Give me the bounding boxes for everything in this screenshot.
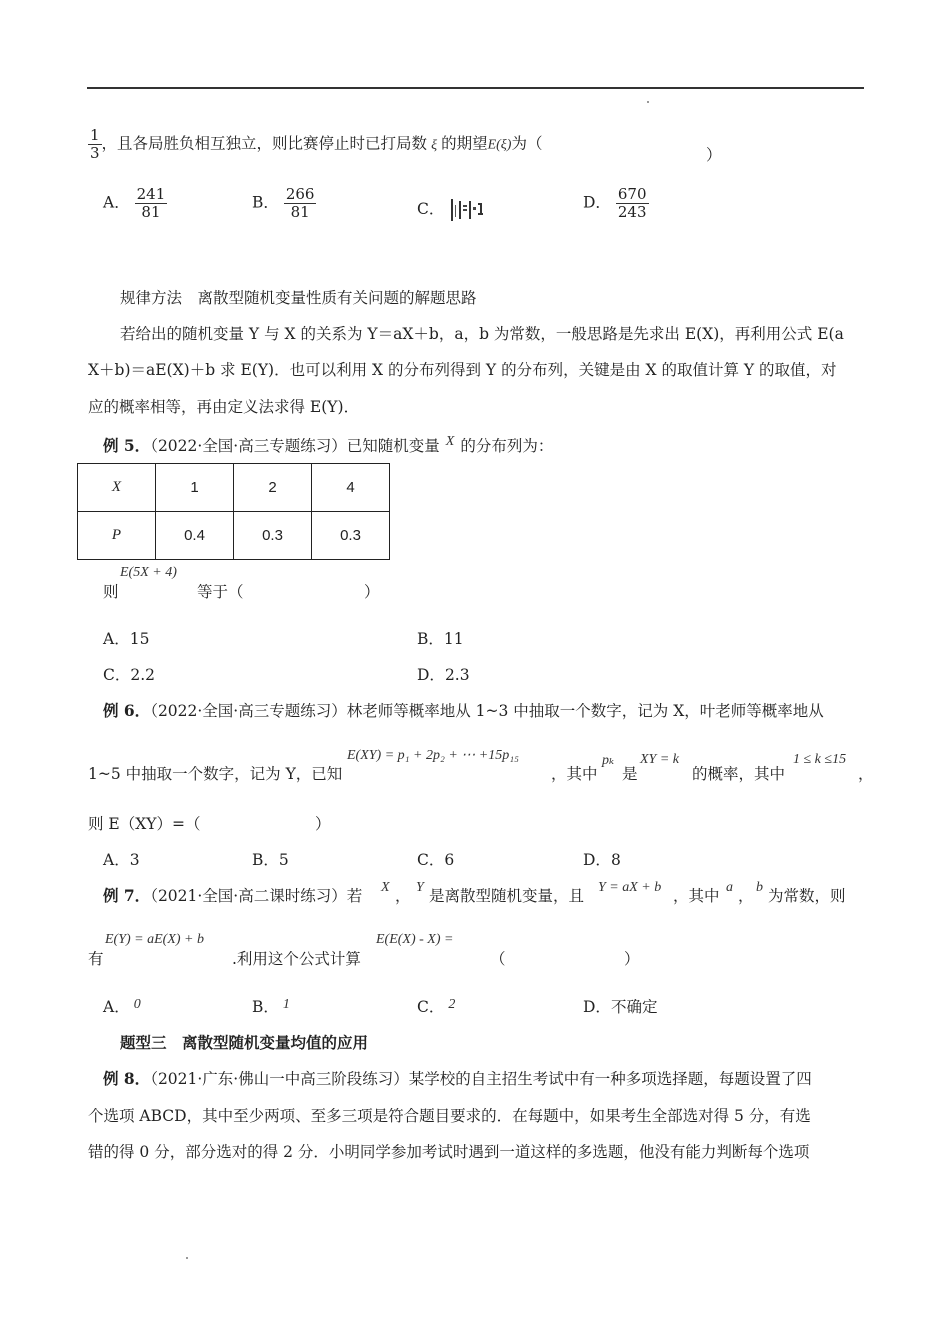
ex7-line-1: [103, 884, 362, 906]
ex5-text: （2022·全国·高三专题练习）已知随机变量: [150, 437, 440, 455]
option-label: B．: [252, 998, 279, 1016]
ex7-option-c: [417, 995, 455, 1017]
table-cell: 4: [312, 464, 390, 512]
method-line-2: X＋b)＝aE(X)＋b 求 E(Y)．也可以利用 X 的分布列得到 Y 的分布列，关键是由 X 的取值计算 Y 的取值，对: [88, 361, 837, 379]
ex5-text2: 的分布列为：: [460, 437, 554, 455]
option-label: C．: [103, 666, 131, 684]
example-label: 例 7．: [103, 886, 151, 905]
ex6-text2b: ，其中: [551, 765, 598, 783]
table-row: [78, 464, 390, 512]
var-x: X: [445, 434, 455, 449]
method-line-3: 应的概率相等，再由定义法求得 E(Y)．: [88, 398, 360, 416]
prev-question-line: [88, 127, 542, 162]
ex6-text2e: ，: [858, 765, 874, 783]
ex7-text1b: 是离散型随机变量，且: [429, 887, 585, 905]
header-rule: [87, 87, 864, 89]
option-fraction: [616, 186, 649, 221]
option-value: 2: [448, 997, 456, 1012]
table-cell: 2: [234, 464, 312, 512]
ex6-text2c: 是: [622, 765, 638, 783]
table-cell: 0.4: [156, 512, 234, 560]
option-fraction: [284, 186, 317, 221]
table-cell: P: [78, 512, 156, 560]
frac-den: 243: [617, 203, 647, 221]
xi-symbol: ξ: [431, 137, 438, 153]
ex6-text1: （2022·全国·高三专题练习）林老师等概率地从 1~3 中抽取一个数字，记为 X，叶老师等概率地从: [150, 702, 824, 720]
option-value: 2.3: [444, 666, 470, 684]
option-fraction: [135, 186, 168, 221]
option-value: 不确定: [610, 998, 658, 1016]
prev-text-b: 的期望: [441, 134, 488, 153]
ex7-text1d: 为常数，则: [768, 887, 846, 905]
fraction-one-third: [88, 127, 102, 162]
ex6-option-c: [417, 848, 454, 870]
ex7-a: a: [726, 880, 733, 895]
option-value: 5: [278, 851, 289, 869]
prev-text-c: 为（: [511, 134, 543, 153]
ex8-line-1: [103, 1067, 812, 1089]
ex7-open: （: [490, 950, 506, 968]
option-label: C．: [417, 998, 445, 1016]
ex7-formula: E(Y) = aE(X) + b: [105, 932, 204, 947]
option-value: 15: [129, 630, 150, 648]
ex6-formula: E(XY) = p₁ + 2p₂ + ⋯ +15p₁₅: [347, 748, 519, 763]
option-value: 1: [282, 997, 290, 1012]
option-value: 0: [133, 997, 141, 1012]
ex8-line-2: 个选项 ABCD，其中至少两项、至多三项是符合题目要求的．在每题中，如果考生全部选对得 5 分，有选: [88, 1107, 811, 1125]
ex5-close: ）: [364, 583, 380, 601]
prev-text-a: ，且各局胜负相互独立，则比赛停止时已打局数: [101, 134, 428, 153]
option-label: D．: [417, 666, 445, 684]
table-row: [78, 512, 390, 560]
section-title: 题型三 离散型随机变量均值的应用: [120, 1033, 369, 1052]
option-label: D．: [583, 998, 611, 1016]
ex6-line-1: [103, 699, 824, 721]
option-label: B．: [252, 193, 279, 212]
ex5-expr: E(5X + 4): [120, 565, 177, 580]
header-dot: [647, 101, 649, 103]
ex6-option-a: [103, 848, 140, 870]
option-value: 6: [444, 851, 455, 869]
ex5-option-d: [417, 663, 470, 685]
ex7-formula2: E(E(X) - X) =: [376, 932, 454, 947]
frac-den: 81: [135, 203, 168, 221]
example-label: 例 5．: [103, 436, 151, 455]
ex6-text2d: 的概率，其中: [692, 765, 786, 783]
ex6-close: ）: [315, 815, 331, 833]
method-title: 规律方法 离散型随机变量性质有关问题的解题思路: [120, 289, 477, 307]
ex6-xyk: XY = k: [640, 752, 679, 767]
frac-num: 670: [617, 185, 647, 203]
table-cell: 0.3: [234, 512, 312, 560]
ex6-option-d: [583, 848, 621, 870]
ex6-text2a: 1~5 中抽取一个数字，记为 Y，已知: [88, 765, 343, 783]
option-value: 8: [610, 851, 621, 869]
frac-den: 81: [284, 203, 317, 221]
ex7-text2a: 有: [88, 950, 104, 968]
option-label: C．: [417, 851, 445, 869]
option-value: 11: [443, 630, 464, 648]
ex7-text1c: ，其中: [673, 887, 720, 905]
ex5-ask-pre: 则: [103, 583, 119, 601]
ex7-option-d: [583, 995, 657, 1017]
table-cell: 0.3: [312, 512, 390, 560]
prev-option-a: [103, 186, 167, 221]
ex7-close: ）: [624, 950, 640, 968]
example-label: 例 8．: [103, 1069, 151, 1088]
ex7-yax: Y = aX + b: [598, 880, 662, 895]
ex6-pk: pₖ: [602, 753, 615, 768]
ex5-option-b: [417, 627, 464, 649]
option-label: D．: [583, 851, 611, 869]
broken-formula-image: [449, 197, 489, 223]
prev-close-paren: ）: [706, 146, 722, 164]
ex7-y: Y: [416, 880, 424, 895]
option-value: 2.2: [130, 666, 156, 684]
ex6-range: 1 ≤ k ≤15: [793, 752, 847, 767]
prev-option-c: [417, 197, 489, 223]
expect-xi: E(ξ): [487, 137, 512, 153]
option-label: A．: [103, 630, 130, 648]
ex7-option-a: [103, 995, 141, 1017]
option-label: B．: [252, 851, 279, 869]
ex7-comma2: ，: [738, 887, 754, 905]
option-label: D．: [583, 193, 611, 212]
ex5-option-c: [103, 663, 155, 685]
ex8-text1: （2021·广东·佛山一中高三阶段练习）某学校的自主招生考试中有一种多项选择题，每题设置了四: [150, 1070, 812, 1088]
option-label: A．: [103, 998, 130, 1016]
ex6-line-2-rest: [551, 762, 598, 784]
ex7-text2b: .利用这个公式计算: [232, 950, 361, 968]
frac-num: 241: [136, 185, 166, 203]
frac-num: 1: [90, 126, 100, 144]
table-cell: X: [78, 464, 156, 512]
ex7-text1a: （2021·全国·高二课时练习）若: [150, 887, 363, 905]
distribution-table: [77, 463, 390, 560]
ex5-ask-post: 等于（: [197, 583, 244, 601]
table-cell: 1: [156, 464, 234, 512]
ex6-option-b: [252, 848, 289, 870]
option-label: A．: [103, 851, 130, 869]
prev-option-b: [252, 186, 316, 221]
option-label: C．: [417, 200, 445, 218]
frac-num: 266: [285, 185, 315, 203]
ex7-x: X: [381, 880, 390, 895]
method-line-1: 若给出的随机变量 Y 与 X 的关系为 Y＝aX＋b，a，b 为常数，一般思路是先求出 E(X)，再利用公式 E(a: [120, 325, 844, 343]
ex5-option-a: [103, 627, 149, 649]
ex7-comma: ，: [395, 887, 411, 905]
option-label: A．: [103, 193, 130, 212]
ex5-question: [103, 434, 553, 456]
footer-dot: [186, 1257, 188, 1259]
ex8-line-3: 错的得 0 分，部分选对的得 2 分．小明同学参加考试时遇到一道这样的多选题，他没有能力判断每个选项: [88, 1143, 810, 1161]
option-value: 3: [129, 851, 140, 869]
option-label: B．: [417, 630, 444, 648]
prev-option-d: [583, 186, 649, 221]
example-label: 例 6．: [103, 701, 151, 720]
ex7-b: b: [756, 880, 763, 895]
ex7-option-b: [252, 995, 290, 1017]
frac-den: 3: [90, 144, 100, 162]
ex6-ask: 则 E（XY）=（: [88, 815, 201, 833]
